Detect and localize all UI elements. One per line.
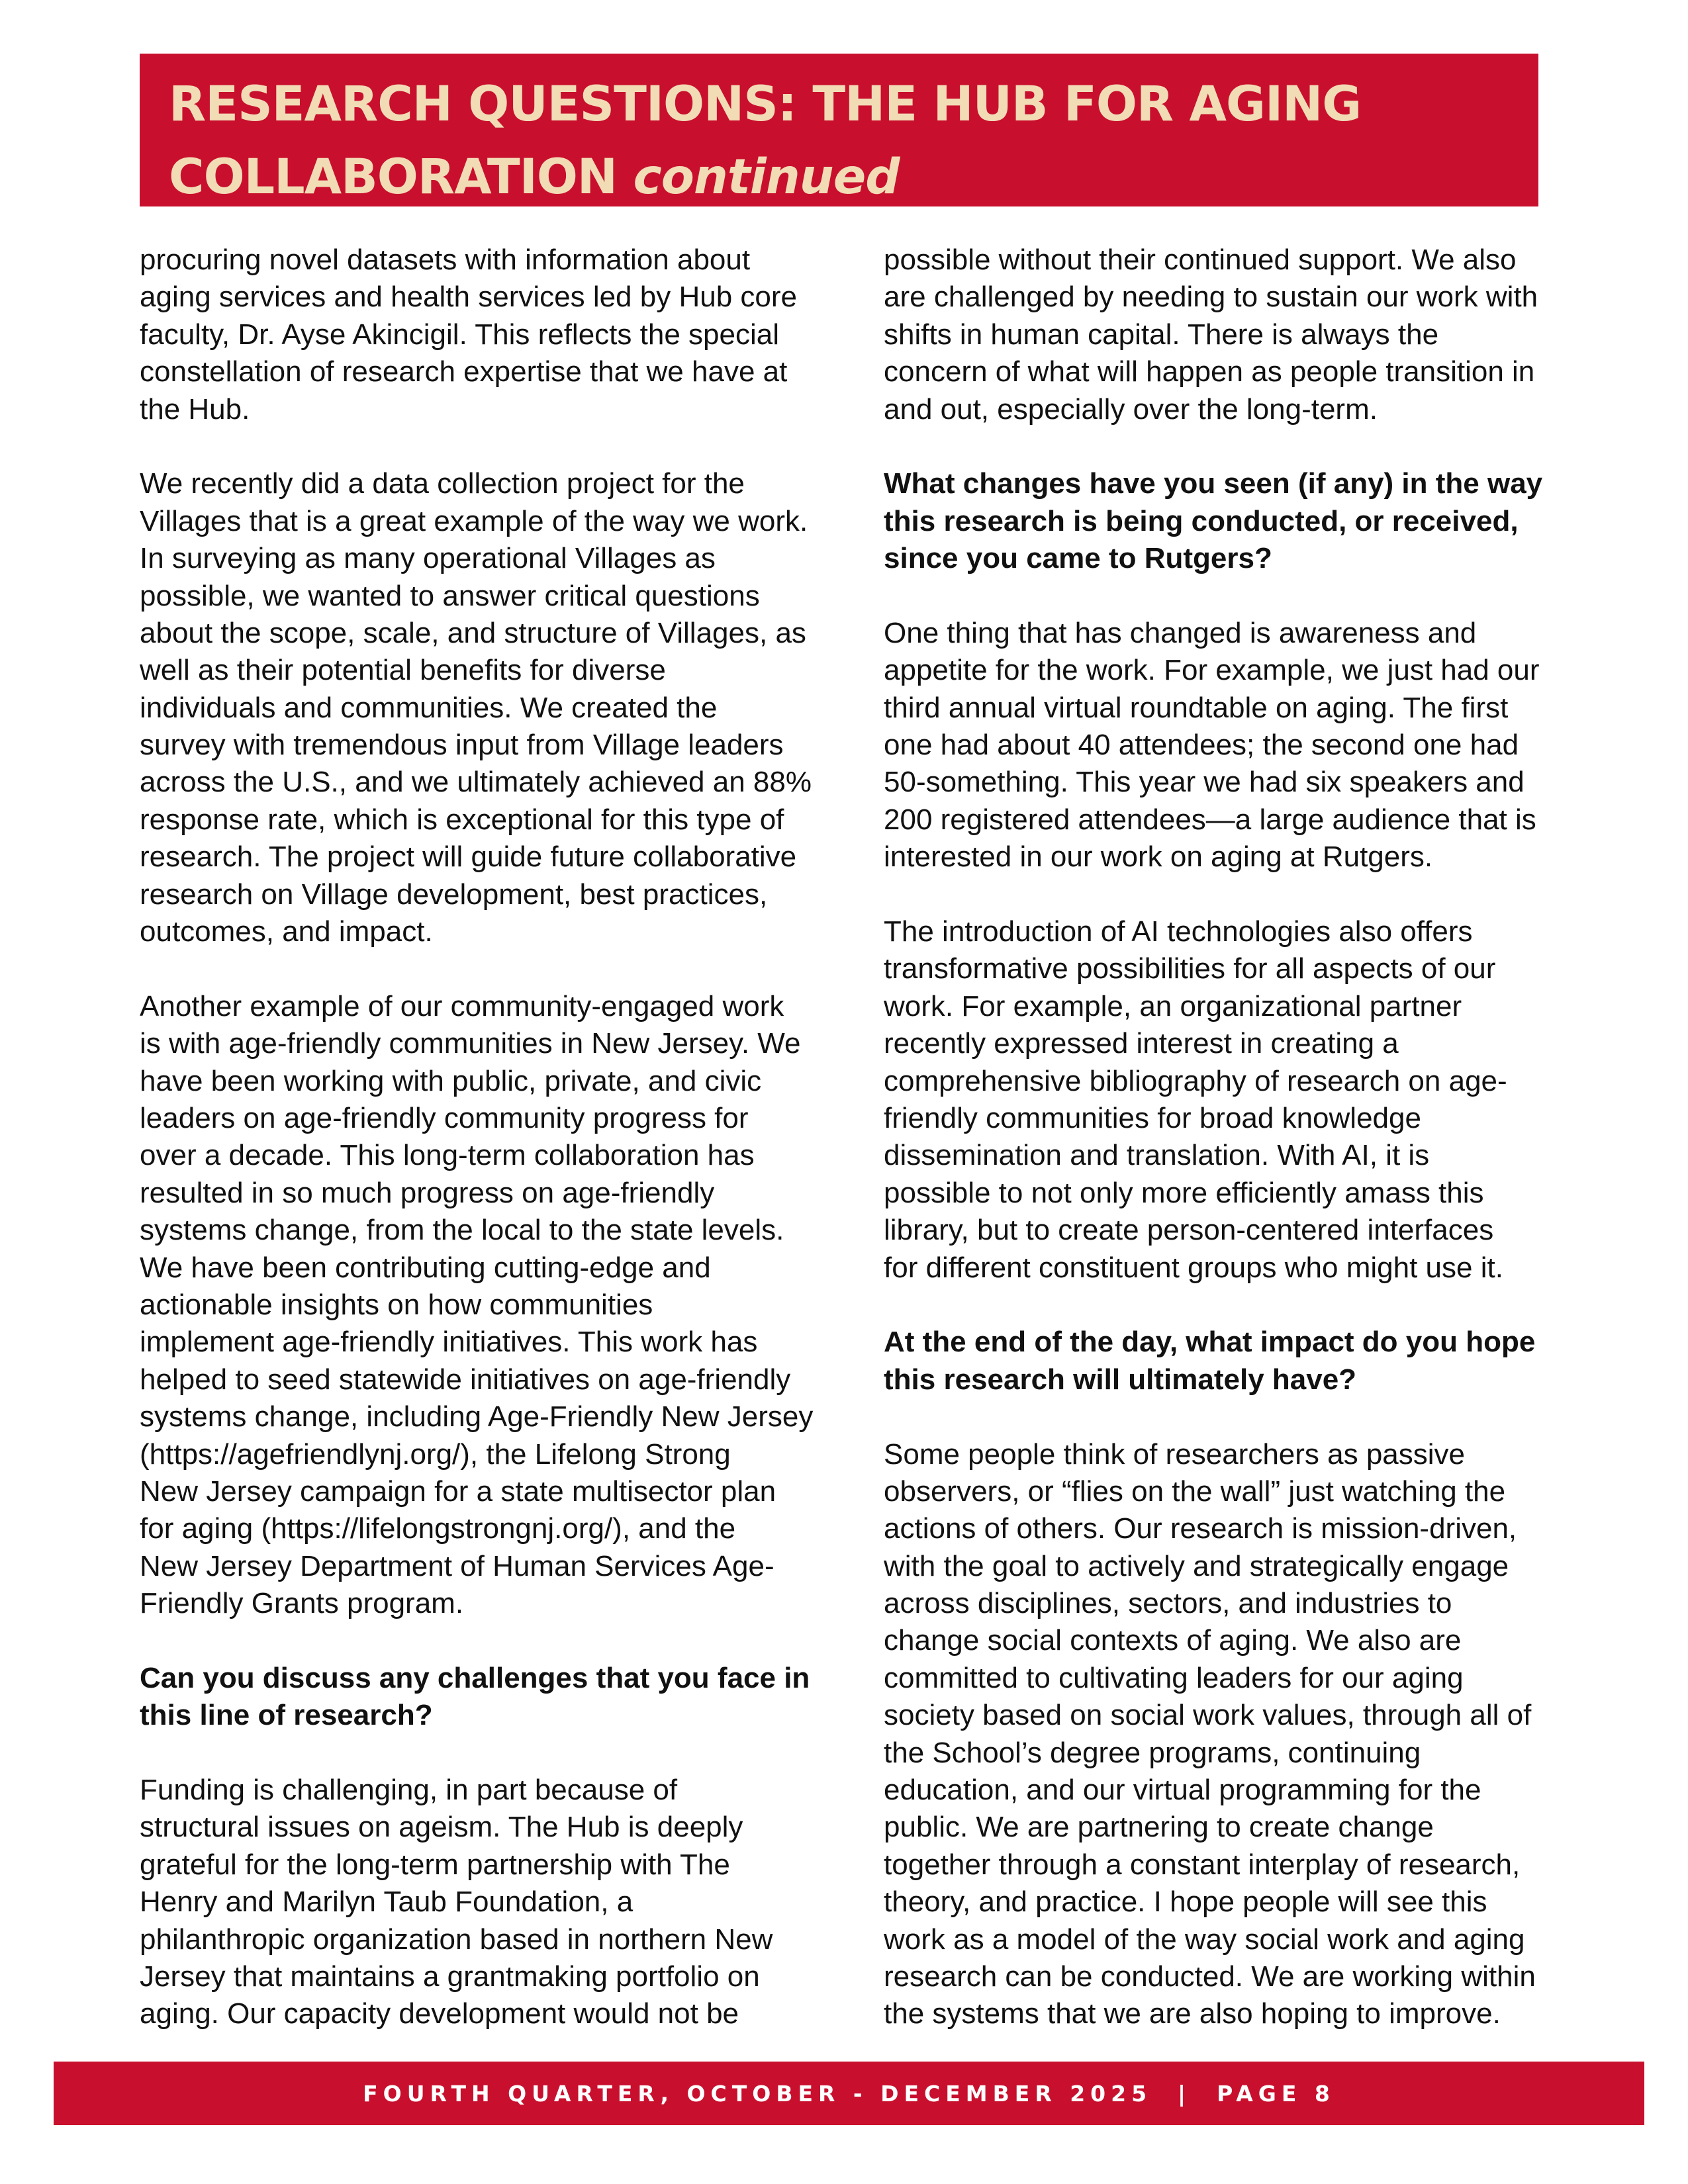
- body-text-line: philanthropic organization based in northern New: [140, 1923, 773, 1956]
- body-text-line: society based on social work values, through all of: [884, 1699, 1532, 1732]
- body-text-line: theory, and practice. I hope people will see this: [884, 1886, 1487, 1919]
- paragraph-spacer: [884, 428, 1546, 465]
- left-column: [140, 242, 814, 2033]
- body-text-line: The introduction of AI technologies also offers: [884, 915, 1473, 948]
- paragraph-spacer: [140, 950, 802, 987]
- paragraph-spacer: [884, 1287, 1546, 1324]
- body-text-line: concern of what will happen as people transition in: [884, 355, 1535, 388]
- body-text-line: transformative possibilities for all aspects of our: [884, 952, 1496, 985]
- paragraph-spacer: [140, 1622, 802, 1659]
- body-text-line: Another example of our community-engaged work: [140, 989, 784, 1023]
- body-text-line: are challenged by needing to sustain our work with: [884, 281, 1538, 314]
- body-text-line: with the goal to actively and strategically engage: [884, 1549, 1509, 1582]
- body-text-line: New Jersey campaign for a state multisector plan: [140, 1475, 776, 1508]
- page-title-line-1: RESEARCH QUESTIONS: THE HUB FOR AGING: [169, 76, 1362, 132]
- body-text-line: about the scope, scale, and structure of Villages, as: [140, 616, 806, 649]
- question-line: since you came to Rutgers?: [884, 542, 1272, 575]
- body-text-line: constellation of research expertise that we have at: [140, 355, 788, 388]
- body-text-line: We recently did a data collection project for the: [140, 467, 745, 500]
- body-text-line: over a decade. This long-term collaboration has: [140, 1139, 755, 1172]
- page-title: [169, 68, 1538, 214]
- question-line: Can you discuss any challenges that you face in: [140, 1661, 810, 1694]
- question-line: What changes have you seen (if any) in the way: [884, 467, 1543, 500]
- body-text-line: procuring novel datasets with information about: [140, 244, 751, 276]
- body-text-line: Friendly Grants program.: [140, 1587, 464, 1620]
- body-text-line: work as a model of the way social work and aging: [884, 1923, 1525, 1956]
- body-text-line: recently expressed interest in creating a: [884, 1027, 1399, 1060]
- paragraph-spacer: [884, 1398, 1546, 1435]
- body-text-line: response rate, which is exceptional for this type of: [140, 803, 784, 836]
- body-text-line: helped to seed statewide initiatives on age-friendly: [140, 1363, 791, 1396]
- body-text-line: Some people think of researchers as passive: [884, 1437, 1466, 1471]
- body-text-line: observers, or “flies on the wall” just watching the: [884, 1475, 1506, 1508]
- body-text-line: aging. Our capacity development would not be: [140, 1997, 739, 2030]
- body-text-line: (https://agefriendlynj.org/), the Lifelong Strong: [140, 1437, 731, 1471]
- body-text-line: outcomes, and impact.: [140, 915, 433, 948]
- body-text-line: New Jersey Department of Human Services Age-: [140, 1549, 774, 1582]
- paragraph-spacer: [884, 876, 1546, 913]
- body-text-line: committed to cultivating leaders for our aging: [884, 1661, 1464, 1694]
- body-text-line: leaders on age-friendly community progress for: [140, 1101, 749, 1134]
- body-text-line: for aging (https://lifelongstrongnj.org/), and the: [140, 1512, 736, 1545]
- body-text-line: interested in our work on aging at Rutgers.: [884, 841, 1433, 874]
- body-text-line: individuals and communities. We created the: [140, 691, 718, 724]
- body-text-line: research can be conducted. We are working within: [884, 1960, 1536, 1993]
- paragraph-spacer: [140, 428, 802, 465]
- body-text-line: We have been contributing cutting-edge and: [140, 1251, 711, 1284]
- body-text-line: 50-something. This year we had six speakers and: [884, 766, 1524, 799]
- question-line: this research will ultimately have?: [884, 1363, 1357, 1396]
- footer-text: FOURTH QUARTER, OCTOBER - DECEMBER 2025 | PAGE 8: [363, 2080, 1335, 2107]
- body-text-line: 200 registered attendees—a large audience that is: [884, 803, 1536, 836]
- body-text-line: work. For example, an organizational partner: [884, 989, 1462, 1023]
- body-text-line: education, and our virtual programming for the: [884, 1774, 1481, 1807]
- header-banner: [140, 54, 1538, 206]
- body-text-line: for different constituent groups who might use it.: [884, 1251, 1503, 1284]
- body-text-line: library, but to create person-centered interfaces: [884, 1214, 1494, 1247]
- body-text-line: actions of others. Our research is mission-driven,: [884, 1512, 1517, 1545]
- body-text-line: the Hub.: [140, 392, 250, 426]
- body-text-line: actionable insights on how communities: [140, 1288, 653, 1321]
- body-text-line: and out, especially over the long-term.: [884, 392, 1378, 426]
- body-text-line: One thing that has changed is awareness and: [884, 616, 1477, 649]
- body-text-line: Villages that is a great example of the way we work.: [140, 504, 808, 537]
- body-text-line: together through a constant interplay of research,: [884, 1848, 1521, 1881]
- body-text-line: implement age-friendly initiatives. This work has: [140, 1326, 758, 1359]
- body-text-line: systems change, from the local to the state levels.: [140, 1214, 784, 1247]
- body-text-line: the School’s degree programs, continuing: [884, 1736, 1421, 1769]
- body-text-line: well as their potential benefits for diverse: [140, 654, 666, 687]
- body-text-line: third annual virtual roundtable on aging. The first: [884, 691, 1509, 724]
- question-line: At the end of the day, what impact do you hope: [884, 1326, 1536, 1359]
- body-text-line: shifts in human capital. There is always the: [884, 318, 1439, 351]
- body-text-line: possible without their continued support. We also: [884, 244, 1517, 276]
- body-text-line: structural issues on ageism. The Hub is deeply: [140, 1811, 743, 1844]
- body-text-line: the systems that we are also hoping to improve.: [884, 1997, 1501, 2030]
- body-text-line: research. The project will guide future collaborative: [140, 841, 797, 874]
- body-text-line: research on Village development, best practices,: [140, 878, 768, 911]
- body-text-line: have been working with public, private, and civic: [140, 1064, 762, 1097]
- question-line: this line of research?: [140, 1699, 433, 1732]
- body-text-line: systems change, including Age-Friendly New Jersey: [140, 1400, 814, 1433]
- body-text-line: faculty, Dr. Ayse Akincigil. This reflects the special: [140, 318, 779, 351]
- body-text-line: one had about 40 attendees; the second one had: [884, 729, 1519, 762]
- body-text-line: grateful for the long-term partnership with The: [140, 1848, 730, 1881]
- body-text-line: across disciplines, sectors, and industries to: [884, 1587, 1452, 1620]
- question-line: this research is being conducted, or received,: [884, 504, 1519, 537]
- body-text-line: aging services and health services led by Hub core: [140, 281, 797, 314]
- body-text-line: public. We are partnering to create change: [884, 1811, 1434, 1844]
- body-text-line: appetite for the work. For example, we just had our: [884, 654, 1540, 687]
- body-text-line: Funding is challenging, in part because of: [140, 1774, 678, 1807]
- body-text-line: In surveying as many operational Villages as: [140, 542, 716, 575]
- body-text-line: resulted in so much progress on age-friendly: [140, 1176, 715, 1209]
- body-text-line: is with age-friendly communities in New Jersey. We: [140, 1027, 801, 1060]
- paragraph-spacer: [884, 578, 1546, 615]
- paragraph-spacer: [140, 1735, 802, 1772]
- body-text-line: friendly communities for broad knowledge: [884, 1101, 1421, 1134]
- body-text-line: change social contexts of aging. We also are: [884, 1624, 1462, 1657]
- body-text-line: across the U.S., and we ultimately achieved an 88%: [140, 766, 812, 799]
- page-title-continued: continued: [633, 149, 900, 205]
- body-text-line: possible, we wanted to answer critical questions: [140, 579, 760, 612]
- body-text-line: comprehensive bibliography of research on age-: [884, 1064, 1507, 1097]
- body-text-line: possible to not only more efficiently amass this: [884, 1176, 1484, 1209]
- body-text-line: survey with tremendous input from Village leaders: [140, 729, 784, 762]
- right-column: [884, 242, 1546, 2033]
- page-title-line-2: COLLABORATION: [169, 149, 618, 205]
- body-text-line: dissemination and translation. With AI, it is: [884, 1139, 1430, 1172]
- body-text-line: Jersey that maintains a grantmaking portfolio on: [140, 1960, 760, 1993]
- footer-banner: [54, 2062, 1644, 2125]
- body-text-line: Henry and Marilyn Taub Foundation, a: [140, 1886, 633, 1919]
